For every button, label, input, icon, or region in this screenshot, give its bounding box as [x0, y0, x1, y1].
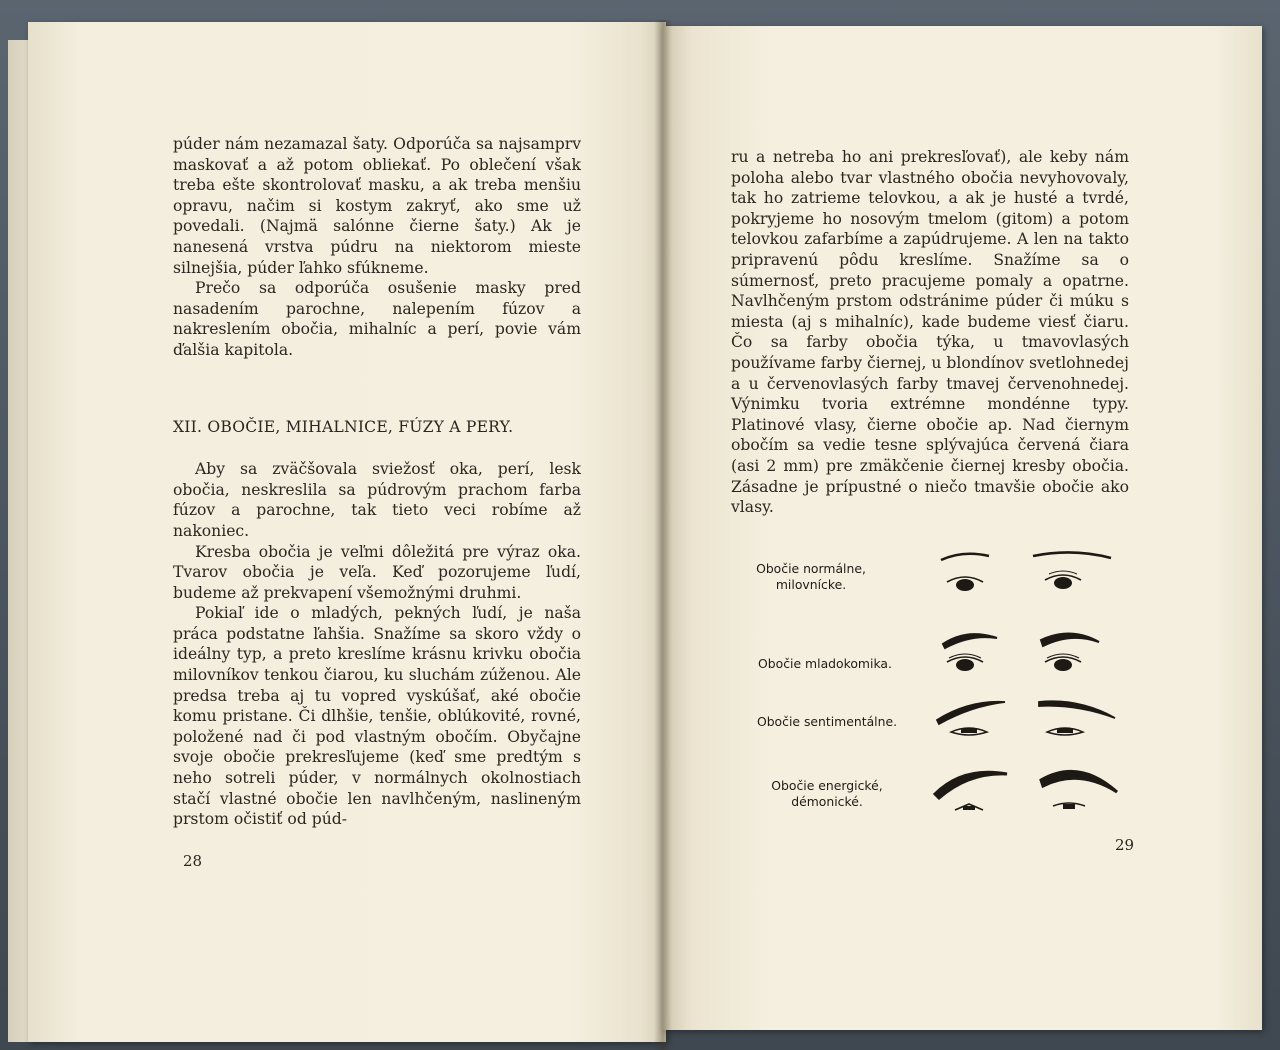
- paragraph: Aby sa zväčšovala sviežosť oka, perí, lesk obočia, neskreslila sa púdrovým prachom farba fúzov a parochne, tak tieto veci robíme až nakoniec.: [173, 460, 581, 540]
- eyebrow-sentimental-illustration: [933, 694, 1123, 749]
- left-page-text: [173, 134, 581, 830]
- page-number-right: 29: [1115, 836, 1135, 854]
- paragraph: Prečo sa odporúča osušenie masky pred nasadením parochne, nalepením fúzov a nakreslením obočia, mihalníc a perí, povie vám ďalšia kapitola.: [173, 279, 581, 359]
- figure-row-comic: [745, 626, 1125, 686]
- paragraph: Pokiaľ ide o mladých, pekných ľudí, je naša práca podstatne ľahšia. Snažíme sa skoro vždy o ideálny typ, a preto kreslíme krásnu krivku obočia milovníkov tenkou čiarou, ku sluchám zúženou. Ale predsa treba aj tu vopred vyskúšať, aké obočie komu pristane. Či dlhšie, tenšie, oblúkovité, rovné, položené nad či pod vlastným obočím. Obyčajne svoje obočie prekresľujeme (keď sme predtým s neho sotreli púder, v normálnych okolnostiach stačí vlastné obočie len navlhčeným, naslineným prstom očistiť od púd-: [173, 604, 581, 829]
- paragraph: Kresba obočia je veľmi dôležitá pre výraz oka. Tvarov obočia je veľa. Keď pozorujeme ľudí, budeme až prekvapení všemožnými druhmi.: [173, 542, 581, 602]
- right-page-text: [731, 147, 1129, 518]
- book-gutter: [654, 20, 672, 1050]
- page-number-left: 28: [183, 852, 203, 870]
- figure-row-normal: [745, 548, 1125, 608]
- paragraph: púder nám nezamazal šaty. Odporúča sa najsamprv maskovať a až potom obliekať. Po oblečení však treba ešte skontrolovať masku, a ak treba menšiu opravu, načim si kostym zakryť, ako sme už povedali. (Najmä salónne čierne šaty.) Ak je nanesená vrstva púdru na niektorom mieste silnejšia, púder ľahko sfúkneme.: [173, 135, 581, 277]
- chapter-heading: XII. OBOČIE, MIHALNICE, FÚZY A PERY.: [173, 417, 514, 436]
- eyebrow-energetic-illustration: [933, 760, 1123, 820]
- eyebrow-normal-illustration: [933, 548, 1123, 603]
- figure-label: Obočie mladokomika.: [758, 656, 892, 671]
- figure-label: Obočie normálne, milovnícke.: [756, 561, 866, 592]
- figure-row-sentimental: [745, 694, 1125, 754]
- eyebrow-comic-illustration: [933, 626, 1123, 686]
- figure-row-energetic: [745, 760, 1125, 820]
- figure-label: Obočie sentimentálne.: [756, 714, 898, 729]
- figure-label: Obočie energické, démonické.: [771, 778, 883, 809]
- paragraph: ru a netreba ho ani prekresľovať), ale keby nám poloha alebo tvar vlastného obočia nevyhovovaly, tak ho zatrieme telovkou, a ak je husté a tvrdé, pokryjeme ho nosovým tmelom (gitom) a potom telovkou zafarbíme a zapúdrujeme. A len na takto pripravenú pôdu kreslíme. Snažíme sa o súmernosť, preto pracujeme pomaly a opatrne. Navlhčeným prstom odstránime púder či múku s miesta (aj s mihalníc), kade budeme viesť čiaru. Čo sa farby obočia týka, u tmavovlasých používame farby čiernej, u blondínov svetlohnedej a u červenovlasých farby tmavej červenohnedej. Výnimku tvoria extrémne mondénne typy. Platinové vlasy, čierne obočie ap. Nad čiernym obočím sa vedie tesne splývajúca červená čiara (asi 2 mm) pre zmäkčenie čiernej kresby obočia. Zásadne je prípustné o niečo tmavšie obočie ako vlasy.: [731, 148, 1129, 517]
